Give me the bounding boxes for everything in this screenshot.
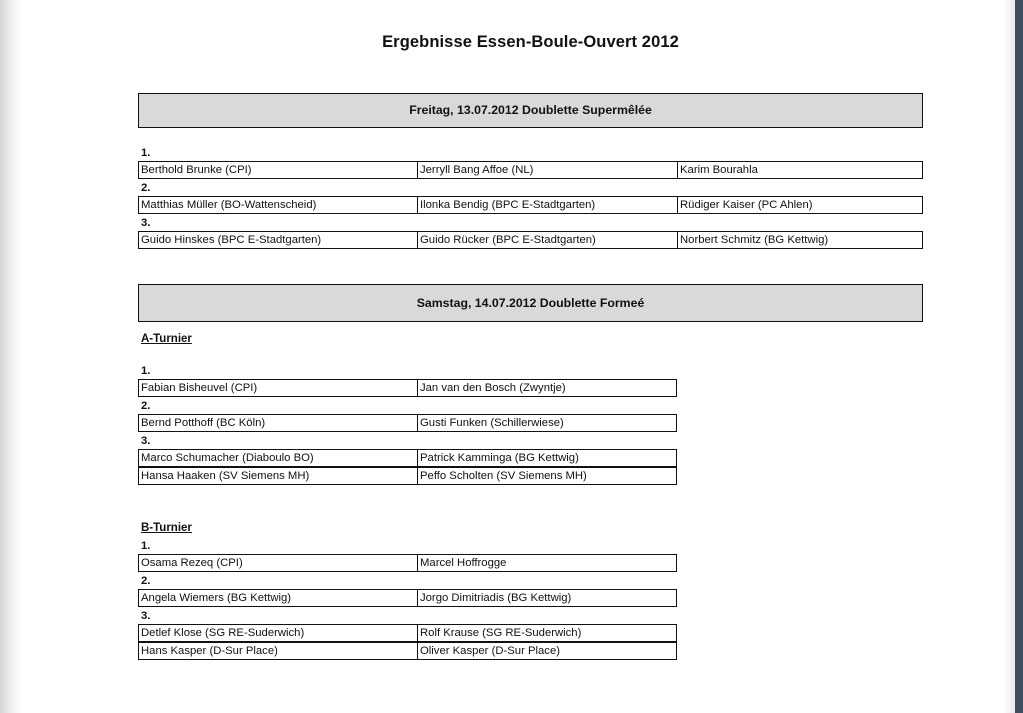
player-cell: Bernd Potthoff (BC Köln)	[141, 417, 266, 429]
player-cell: Guido Rücker (BPC E-Stadtgarten)	[417, 232, 677, 248]
player-cell: Berthold Brunke (CPI)	[141, 164, 252, 176]
b-rank-2: 2.	[141, 575, 151, 587]
a-row-3b	[138, 467, 677, 485]
b-row-3b	[138, 642, 677, 660]
player-cell: Rüdiger Kaiser (PC Ahlen)	[677, 197, 922, 213]
page-left-shadow	[0, 0, 22, 713]
player-cell: Matthias Müller (BO-Wattenscheid)	[141, 199, 317, 211]
b-turnier-label: B-Turnier	[141, 522, 192, 534]
player-cell: Hansa Haaken (SV Siemens MH)	[141, 470, 310, 482]
b-rank-1: 1.	[141, 540, 151, 552]
player-cell: Marcel Hoffrogge	[417, 555, 676, 571]
friday-row-1	[138, 161, 923, 179]
player-cell: Hans Kasper (D-Sur Place)	[141, 645, 278, 657]
friday-row-3	[138, 231, 923, 249]
player-cell: Peffo Scholten (SV Siemens MH)	[417, 468, 676, 484]
a-row-2	[138, 414, 677, 432]
player-cell: Rolf Krause (SG RE-Suderwich)	[417, 625, 676, 641]
b-row-3a	[138, 624, 677, 642]
a-rank-1: 1.	[141, 365, 151, 377]
document-title: Ergebnisse Essen-Boule-Ouvert 2012	[382, 33, 679, 51]
friday-row-2	[138, 196, 923, 214]
saturday-heading: Samstag, 14.07.2012 Doublette Formeé	[138, 284, 923, 322]
player-cell: Marco Schumacher (Diaboulo BO)	[141, 452, 314, 464]
friday-heading: Freitag, 13.07.2012 Doublette Supermêlée	[138, 93, 923, 128]
player-cell: Detlef Klose (SG RE-Suderwich)	[141, 627, 305, 639]
player-cell: Osama Rezeq (CPI)	[141, 557, 243, 569]
a-rank-2: 2.	[141, 400, 151, 412]
b-rank-3: 3.	[141, 610, 151, 622]
friday-rank-2: 2.	[141, 182, 151, 194]
player-cell: Gusti Funken (Schillerwiese)	[417, 415, 676, 431]
player-cell: Norbert Schmitz (BG Kettwig)	[677, 232, 922, 248]
a-row-3a	[138, 449, 677, 467]
friday-rank-1: 1.	[141, 147, 151, 159]
a-rank-3: 3.	[141, 435, 151, 447]
player-cell: Fabian Bisheuvel (CPI)	[141, 382, 258, 394]
player-cell: Oliver Kasper (D-Sur Place)	[417, 643, 676, 659]
b-row-1	[138, 554, 677, 572]
player-cell: Karim Bourahla	[677, 162, 922, 178]
player-cell: Guido Hinskes (BPC E-Stadtgarten)	[141, 234, 322, 246]
b-row-2	[138, 589, 677, 607]
page-right-shadow	[1003, 0, 1015, 713]
player-cell: Jorgo Dimitriadis (BG Kettwig)	[417, 590, 676, 606]
a-row-1	[138, 379, 677, 397]
a-turnier-label: A-Turnier	[141, 333, 192, 345]
player-cell: Ilonka Bendig (BPC E-Stadtgarten)	[417, 197, 677, 213]
player-cell: Angela Wiemers (BG Kettwig)	[141, 592, 292, 604]
player-cell: Jan van den Bosch (Zwyntje)	[417, 380, 676, 396]
friday-rank-3: 3.	[141, 217, 151, 229]
player-cell: Patrick Kamminga (BG Kettwig)	[417, 450, 676, 466]
player-cell: Jerryll Bang Affoe (NL)	[417, 162, 677, 178]
